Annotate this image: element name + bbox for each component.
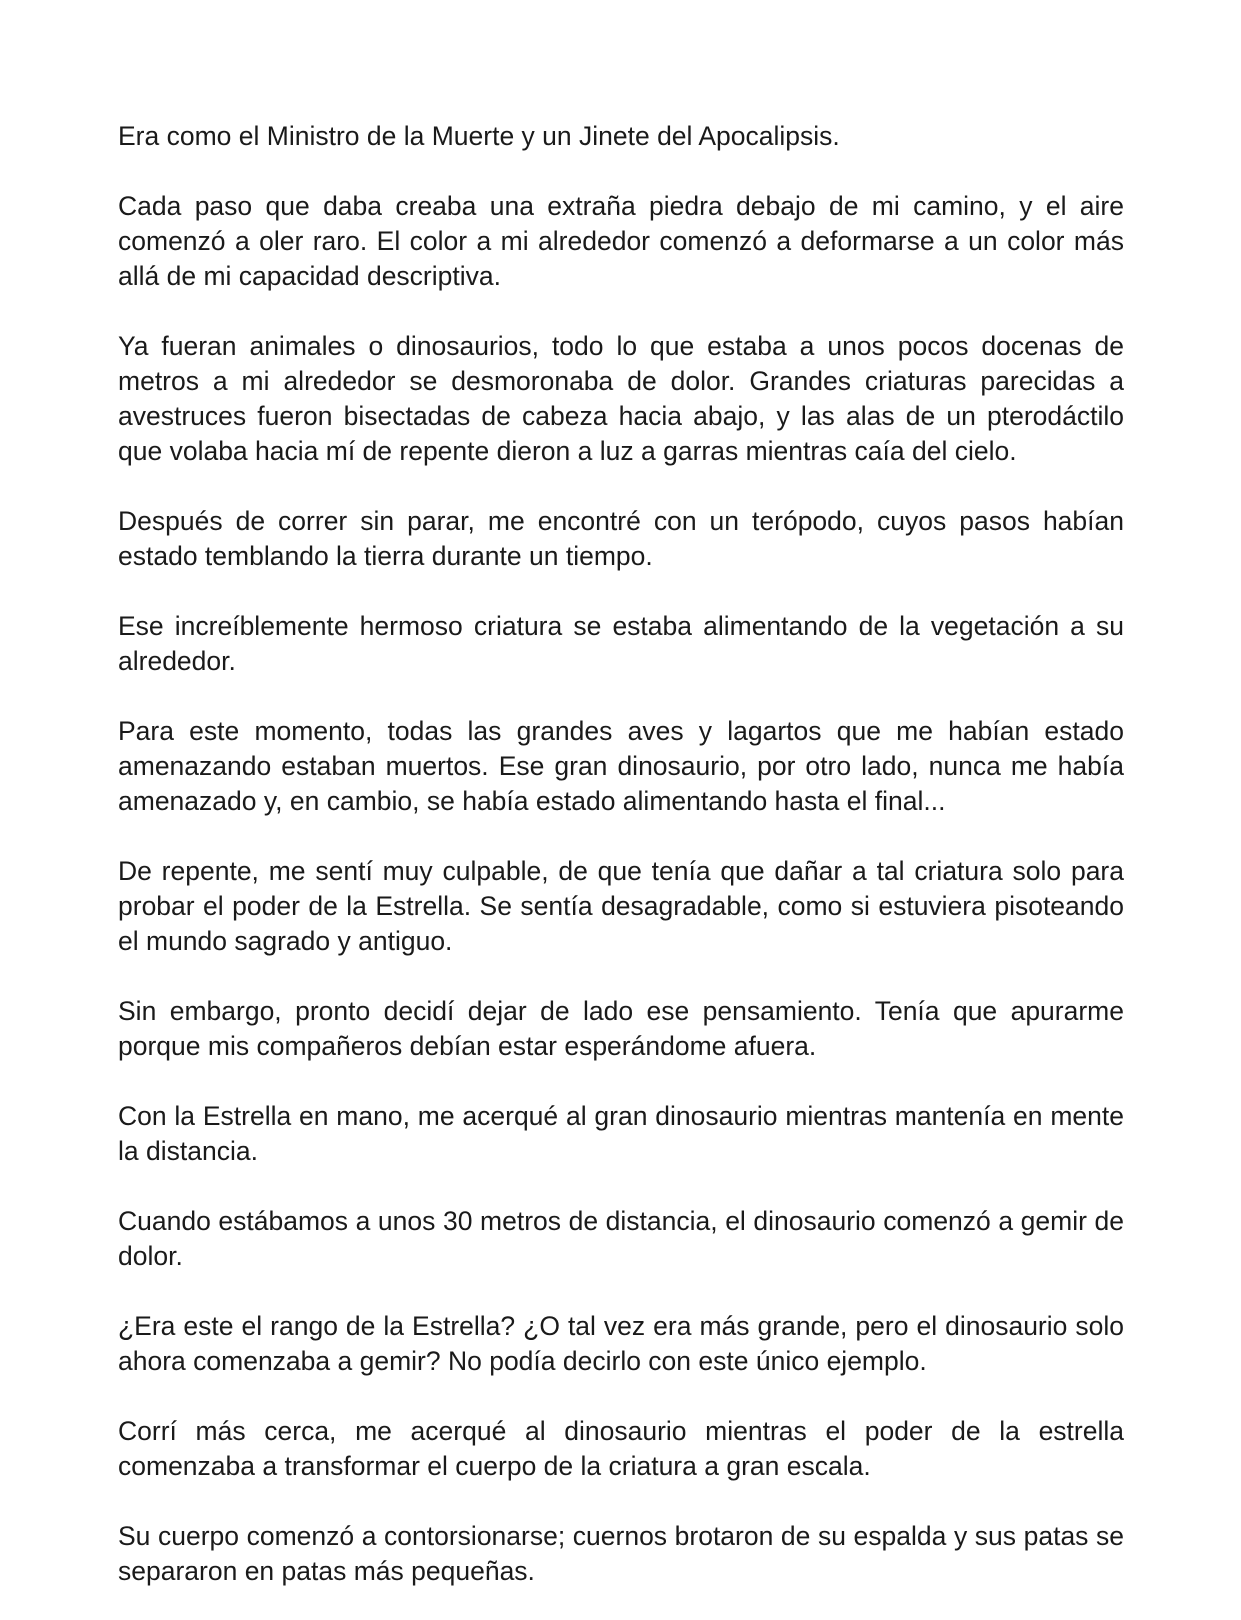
- paragraph: Con la Estrella en mano, me acerqué al gran dinosaurio mientras mantenía en mente la distancia.: [118, 1101, 1124, 1166]
- paragraph: Ese increíblemente hermoso criatura se estaba alimentando de la vegetación a su alrededor.: [118, 611, 1124, 676]
- paragraph: Era como el Ministro de la Muerte y un Jinete del Apocalipsis.: [118, 121, 840, 151]
- paragraph: Corrí más cerca, me acerqué al dinosaurio mientras el poder de la estrella comenzaba a transformar el cuerpo de la criatura a gran escala.: [118, 1416, 1124, 1481]
- paragraph: Cuando estábamos a unos 30 metros de distancia, el dinosaurio comenzó a gemir de dolor.: [118, 1206, 1124, 1271]
- paragraph: Sin embargo, pronto decidí dejar de lado ese pensamiento. Tenía que apurarme porque mis compañeros debían estar esperándome afuera.: [118, 996, 1124, 1061]
- paragraph: Ya fueran animales o dinosaurios, todo lo que estaba a unos pocos docenas de metros a mi alrededor se desmoronaba de dolor. Grandes criaturas parecidas a avestruces fueron bisectadas de cabeza hacia abajo, y las alas de un pterodáctilo que volaba hacia mí de repente dieron a luz a garras mientras caía del cielo.: [118, 331, 1124, 466]
- paragraph: De repente, me sentí muy culpable, de que tenía que dañar a tal criatura solo para probar el poder de la Estrella. Se sentía desagradable, como si estuviera pisoteando el mundo sagrado y antiguo.: [118, 856, 1124, 956]
- paragraph: Cada paso que daba creaba una extraña piedra debajo de mi camino, y el aire comenzó a oler raro. El color a mi alrededor comenzó a deformarse a un color más allá de mi capacidad descriptiva.: [118, 191, 1124, 291]
- document-body: [118, 119, 1124, 1589]
- paragraph: Su cuerpo comenzó a contorsionarse; cuernos brotaron de su espalda y sus patas se separaron en patas más pequeñas.: [118, 1521, 1124, 1586]
- paragraph: Para este momento, todas las grandes aves y lagartos que me habían estado amenazando estaban muertos. Ese gran dinosaurio, por otro lado, nunca me había amenazado y, en cambio, se había estado alimentando hasta el final...: [118, 716, 1124, 816]
- paragraph: ¿Era este el rango de la Estrella? ¿O tal vez era más grande, pero el dinosaurio solo ahora comenzaba a gemir? No podía decirlo con este único ejemplo.: [118, 1311, 1124, 1376]
- paragraph: Después de correr sin parar, me encontré con un terópodo, cuyos pasos habían estado temblando la tierra durante un tiempo.: [118, 506, 1124, 571]
